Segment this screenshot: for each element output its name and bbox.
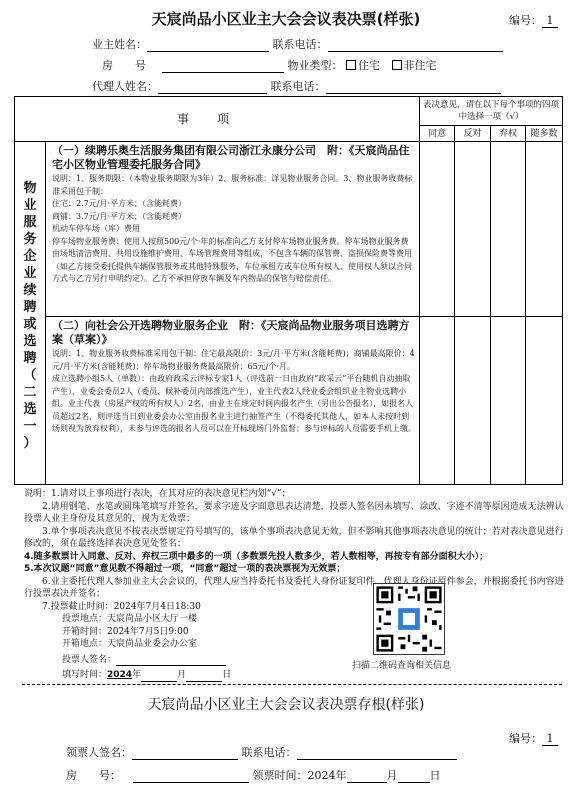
category-char: 业 [23, 266, 37, 281]
nonresidential-label: 非住宅 [403, 59, 437, 72]
phone-field[interactable] [328, 40, 503, 52]
agent-name-label: 代理人姓名： [92, 80, 158, 93]
open-place: 开箱地点：天宸尚品业委会办公室 [62, 639, 198, 649]
option-2-cell [46, 317, 420, 485]
fill-day-field[interactable] [186, 670, 222, 682]
notes [24, 488, 564, 682]
option-2-text: 成立选聘小组5人（单数）：由政府政采云评标专家1人（评选前一日由政府“政采云”平台随机自动抽取产生），业委会委员2人（委员、候补委员内部推选产生），业主代表2人经业委会组织业主物业选聘小组。业主代表（房屋产权的所有权人）2名，由业主在规定时间内报名产生（另出公告报名），如报名人员超过2名，则评选当日到业委会办公室由报名业主进行抽签产生（不得委托其他人，如本人未按时到场则视为放弃权利），未参与评选的报名人员可以在开标现场门外监督；参与评标的人员需要手机上缴。 [52, 374, 416, 433]
stub-serial-label: 编号： [509, 732, 542, 745]
col-majority: 随多数 [526, 126, 563, 142]
day-char: 日 [222, 670, 232, 680]
option-2-body [46, 347, 419, 438]
agent-name-field[interactable] [158, 82, 267, 94]
option-1-cell [46, 142, 420, 317]
instruction-header: 表决意见，请在以下每个事项的四项中选择一项（√） [420, 97, 563, 126]
residential-checkbox[interactable] [346, 60, 356, 70]
owner-name-row [92, 36, 503, 52]
vote-place: 投票地点：天宸尚品小区大厅一楼 [62, 614, 198, 624]
residential-label: 住宅 [358, 59, 380, 72]
stub-year-char: 年 [335, 769, 347, 782]
option-2-text: 说明：1、物业服务收费标准采用包干制：住宅最高限价：3元/月·平方米(含能耗费)；商铺最高限价：4元/月·平方米(含能耗费)；停车场物业服务费最高限价：65元/个·月。 [52, 349, 415, 371]
note-6: 6.业主委托代理人参加业主大会会议的，代理人应当持委托书及委托人身份证复印件、代理人身份证原件参会，并根据委托书内容进行投票表决并签名； [24, 576, 564, 599]
category-char: 务 [23, 232, 37, 247]
fill-time-label: 填写时间： [62, 670, 108, 680]
property-type-label: 物业类型： [287, 59, 343, 72]
category-char: 或 [23, 317, 37, 332]
stub-receiver-field[interactable] [132, 748, 238, 760]
fill-month-field[interactable] [141, 670, 177, 682]
stub-day-char: 日 [429, 769, 441, 782]
agent-phone-label: 联系电话： [270, 80, 326, 93]
stub-month-char: 月 [386, 769, 398, 782]
category-char: ） [23, 436, 37, 451]
serial-number [509, 12, 558, 28]
stub-room-label: 房 号： [66, 769, 121, 782]
option-1-body [46, 172, 419, 288]
serial-label: 编号： [509, 14, 542, 27]
note-4: 4.随多数票计入同意、反对、弃权三项中最多的一项（多数票先投人数多少，若人数相等，再按专有部分面积大小）； [24, 551, 489, 562]
agent-phone-field[interactable] [326, 82, 501, 94]
stub-title: 天宸尚品小区业主大会会议表决票存根(样张) [147, 697, 425, 713]
fill-year: 2024 [107, 670, 133, 680]
month-char: 月 [177, 670, 187, 680]
stub-receiver-label: 领票人签名： [66, 746, 132, 759]
year-char: 年 [132, 670, 142, 680]
opt1-agree-cell[interactable] [420, 142, 455, 317]
opt2-majority-cell[interactable] [526, 317, 563, 485]
fill-time-row [24, 669, 564, 682]
stub-receive-time-label: 领票时间： [252, 769, 308, 782]
stub-room-row [66, 767, 441, 783]
category-char: 企 [23, 249, 37, 264]
page-title: 天宸尚品小区业主大会会议表决票(样张) [151, 10, 421, 28]
opt1-abstain-cell[interactable] [491, 142, 526, 317]
stub-phone-label: 联系电话： [241, 746, 297, 759]
category-char: 物 [23, 181, 37, 196]
stub-serial-number [509, 730, 558, 746]
opt2-oppose-cell[interactable] [455, 317, 491, 485]
opt2-abstain-cell[interactable] [491, 317, 526, 485]
room-row [102, 57, 437, 73]
category-char: 聘 [23, 300, 37, 315]
stub-room-field[interactable] [133, 771, 249, 783]
option-1-text: 商铺：3.7元/月·平方米；（含能耗费） [52, 211, 186, 221]
cut-line [22, 684, 562, 685]
opt1-majority-cell[interactable] [526, 142, 563, 317]
serial-value: 1 [542, 14, 558, 28]
category-cell [15, 142, 46, 485]
voter-sign-label: 投票人签名： [62, 654, 117, 665]
option-1-text: 停车场物业服务费：使用人按照500元/个·年的标准向乙方支付停车场物业服务费。停车场物业服务费由场地清洁费用、共用设施维护费用、车场管理费用等组成，不包含车辆的保管费、盗损保险费等费用（如乙方接受委托提供车辆保管服务或其他特殊服务，车位承租方或车位所有权人、使用权人须以合同方式与乙方另行申明约定）。乙方不承担停放车辆及车内物品的保管与赔偿责任。 [52, 236, 412, 283]
voter-sign-field[interactable] [116, 654, 226, 666]
category-char: 续 [23, 283, 37, 298]
category-char: 聘 [23, 351, 37, 366]
note-2: 2.请用钢笔、水笔或圆珠笔填写并签名，要求字迹及字面意思表达清楚，投票人签名因未填写、涂改、字迹不清等原因造成无法辨认投票人业主身份及其意见的，视为无效票； [24, 501, 564, 524]
stub-month-field[interactable] [347, 771, 387, 783]
nonresidential-checkbox[interactable] [392, 60, 402, 70]
room-field[interactable] [162, 61, 284, 73]
item-header: 事项 [15, 97, 420, 142]
note-7: 7.投票截止时间：2024年7月4日18:30 [24, 601, 201, 612]
option-1-text: 住宅：2.7元/月·平方米；（含能耗费） [52, 199, 186, 208]
category-char: （ [23, 368, 37, 383]
option-2-title: （二）向社会公开选聘物业服务企业 附：《天宸尚品物业服务项目选聘方案（草案）》 [52, 319, 410, 346]
stub-year: 2024 [307, 769, 336, 782]
category-char: 业 [23, 198, 37, 213]
option-1-title: （一）续聘乐奥生活服务集团有限公司浙江永康分公司 附：《天宸尚品住宅小区物业管理委托服务合同》 [52, 144, 410, 171]
category-char: 选 [23, 402, 37, 417]
stub-receiver-row [66, 744, 457, 760]
qr-code[interactable] [373, 583, 445, 655]
voter-sign-row [24, 654, 564, 667]
category-char: 服 [23, 215, 37, 230]
qr-caption: 扫描二维码查询相关信息 [352, 661, 452, 671]
owner-name-label: 业主姓名： [92, 38, 147, 51]
note-5: 5.本次议题“同意”意见数不得超过一项，“同意”超过一项的表决票视为无效票； [24, 564, 346, 574]
category-char: 二 [23, 385, 37, 400]
owner-name-field[interactable] [147, 40, 269, 52]
room-label: 房 号 [102, 59, 146, 72]
agent-row [92, 78, 501, 94]
phone-label: 联系电话： [272, 38, 328, 51]
col-oppose: 反对 [455, 126, 491, 142]
col-abstain: 弃权 [491, 126, 526, 142]
vote-table [14, 96, 563, 485]
stub-phone-field[interactable] [297, 748, 457, 760]
category-char: 一 [23, 419, 37, 434]
open-time: 开箱时间：2024年7月5日9:00 [62, 626, 189, 637]
stub-serial-value: 1 [542, 732, 558, 746]
option-1-text: 机动车停车场（库）费用 [52, 224, 140, 233]
note-3: 3.单个事项表决意见不按表决票规定符号填写的，该单个事项表决意见无效，但不影响其他事项表决意见的统计；若对表决意见进行修改的，须在最终选择表决意见处签名； [24, 526, 564, 549]
col-agree: 同意 [420, 126, 455, 142]
category-char: 选 [23, 334, 37, 349]
opt1-oppose-cell[interactable] [455, 142, 491, 317]
stub-day-field[interactable] [398, 771, 430, 783]
opt2-agree-cell[interactable] [420, 317, 455, 485]
note-1: 说明：1.请对以上事项进行表决，在其对应的表决意见栏内划“√”； [24, 489, 291, 499]
option-1-text: 说明：1、服务期限：（本物业服务期限为3年）2、服务标准：详见物业服务合同。3、物业服务收费标准采用包干制： [52, 174, 413, 196]
